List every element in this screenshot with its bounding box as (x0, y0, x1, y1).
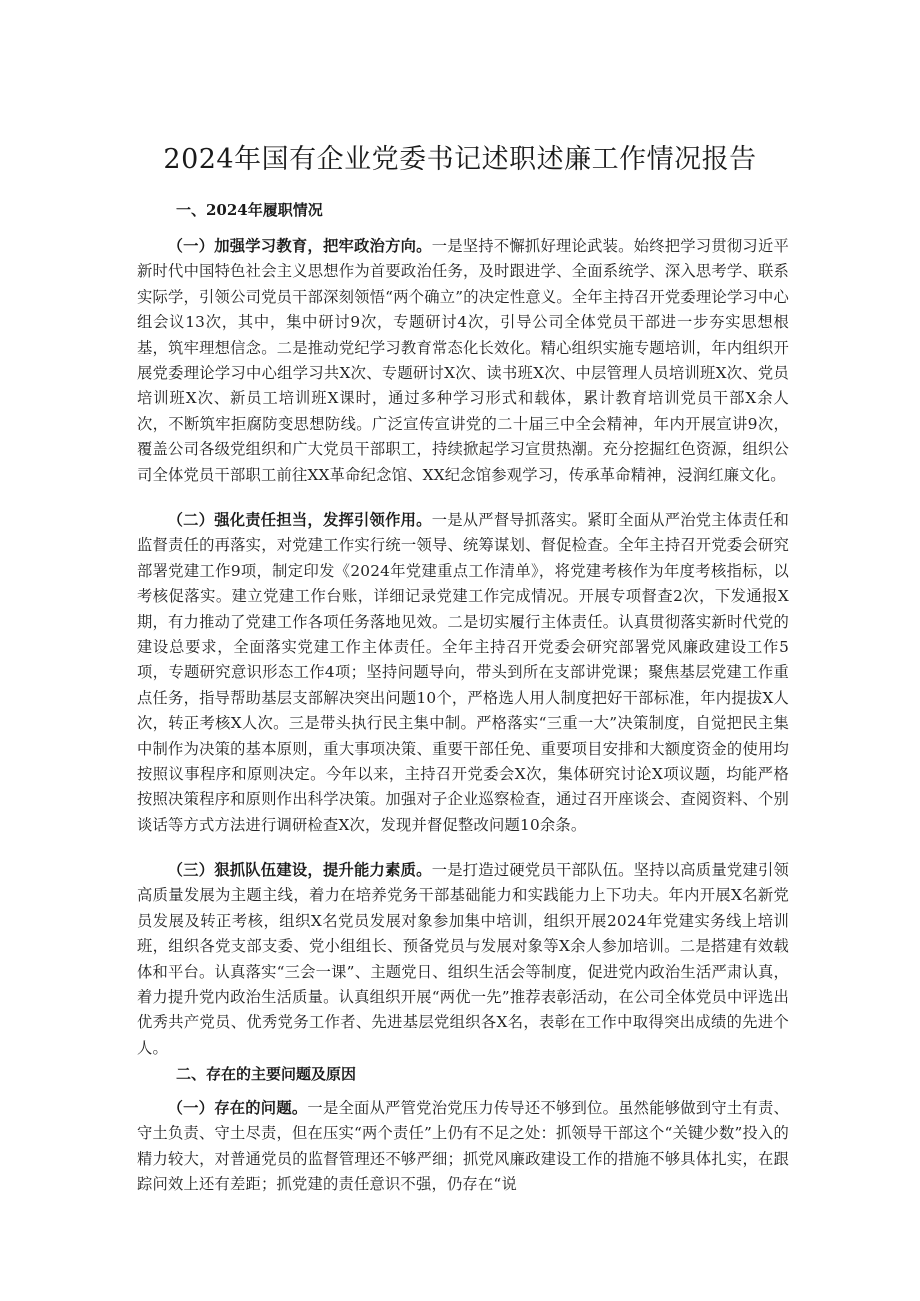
paragraph-1-1 (137, 234, 789, 488)
paragraph-body: 一是打造过硬党员干部队伍。坚持以高质量党建引领高质量发展为主题主线，着力在培养党务干部基础能力和实践能力上下功夫。年内开展X名新党员发展及转正考核，组织X名党员发展对象参加集中培训，组织开展2024年党建实务线上培训班，组织各党支部支委、党小组组长、预备党员与发展对象等X余人参加培训。二是搭建有效载体和平台。认真落实“三会一课”、主题党日、组织生活会等制度，促进党内政治生活严肃认真，着力提升党内政治生活质量。认真组织开展“两优一先”推荐表彰活动，在公司全体党员中评选出优秀共产党员、优秀党务工作者、先进基层党组织各X名，表彰在工作中取得突出成绩的先进个人。 (137, 861, 789, 1057)
paragraph-lead: （一）存在的问题。 (167, 1099, 308, 1117)
paragraph-1-3 (137, 858, 789, 1061)
paragraph-lead: （三）狠抓队伍建设，提升能力素质。 (167, 861, 432, 879)
section-heading-2: 二、存在的主要问题及原因 (176, 1065, 357, 1083)
document-title: 2024年国有企业党委书记述职述廉工作情况报告 (163, 144, 757, 175)
paragraph-lead: （二）强化责任担当，发挥引领作用。 (167, 511, 432, 529)
paragraph-1-2 (137, 508, 789, 838)
paragraph-body: 一是坚持不懈抓好理论武装。始终把学习贯彻习近平新时代中国特色社会主义思想作为首要政治任务，及时跟进学、全面系统学、深入思考学、联系实际学，引领公司党员干部深刻领悟“两个确立”的决定性意义。全年主持召开党委理论学习中心组会议13次，其中，集中研讨9次，专题研讨4次，引导公司全体党员干部进一步夯实思想根基，筑牢理想信念。二是推动党纪学习教育常态化长效化。精心组织实施专题培训，年内组织开展党委理论学习中心组学习共X次、专题研讨X次、读书班X次、中层管理人员培训班X次、党员培训班X次、新员工培训班X课时，通过多种学习形式和载体，累计教育培训党员干部X余人次，不断筑牢拒腐防变思想防线。广泛宣传宣讲党的二十届三中全会精神，年内开展宣讲9次，覆盖公司各级党组织和广大党员干部职工，持续掀起学习宣贯热潮。充分挖掘红色资源，组织公司全体党员干部职工前往XX革命纪念馆、XX纪念馆参观学习，传承革命精神，浸润红廉文化。 (137, 237, 789, 484)
paragraph-body: 一是全面从严管党治党压力传导还不够到位。虽然能够做到守土有责、守土负责、守土尽责，但在压实“两个责任”上仍有不足之处：抓领导干部这个“关键少数”投入的精力较大，对普通党员的监督管理还不够严细；抓党风廉政建设工作的措施不够具体扎实，在跟踪问效上还有差距；抓党建的责任意识不强，仍存在“说 (137, 1099, 789, 1194)
paragraph-body: 一是从严督导抓落实。紧盯全面从严治党主体责任和监督责任的再落实，对党建工作实行统一领导、统筹谋划、督促检查。全年主持召开党委会研究部署党建工作9项，制定印发《2024年党建重点工作清单》，将党建考核作为年度考核指标，以考核促落实。建立党建工作台账，详细记录党建工作完成情况。开展专项督查2次，下发通报X期，有力推动了党建工作各项任务落地见效。二是切实履行主体责任。认真贯彻落实新时代党的建设总要求，全面落实党建工作主体责任。全年主持召开党委会研究部署党风廉政建设工作5项，专题研究意识形态工作4项；坚持问题导向，带头到所在支部讲党课；聚焦基层党建工作重点任务，指导帮助基层支部解决突出问题10个，严格选人用人制度把好干部标准，年内提拔X人次，转正考核X人次。三是带头执行民主集中制。严格落实“三重一大”决策制度，自觉把民主集中制作为决策的基本原则，重大事项决策、重要干部任免、重要项目安排和大额度资金的使用均按照议事程序和原则决定。今年以来，主持召开党委会X次，集体研究讨论X项议题，均能严格按照决策程序和原则作出科学决策。加强对子企业巡察检查，通过召开座谈会、查阅资料、个别谈话等方式方法进行调研检查X次，发现并督促整改问题10余条。 (137, 511, 789, 834)
section-heading-1: 一、2024年履职情况 (176, 201, 323, 219)
paragraph-2-1 (137, 1096, 789, 1198)
paragraph-lead: （一）加强学习教育，把牢政治方向。 (167, 237, 432, 255)
